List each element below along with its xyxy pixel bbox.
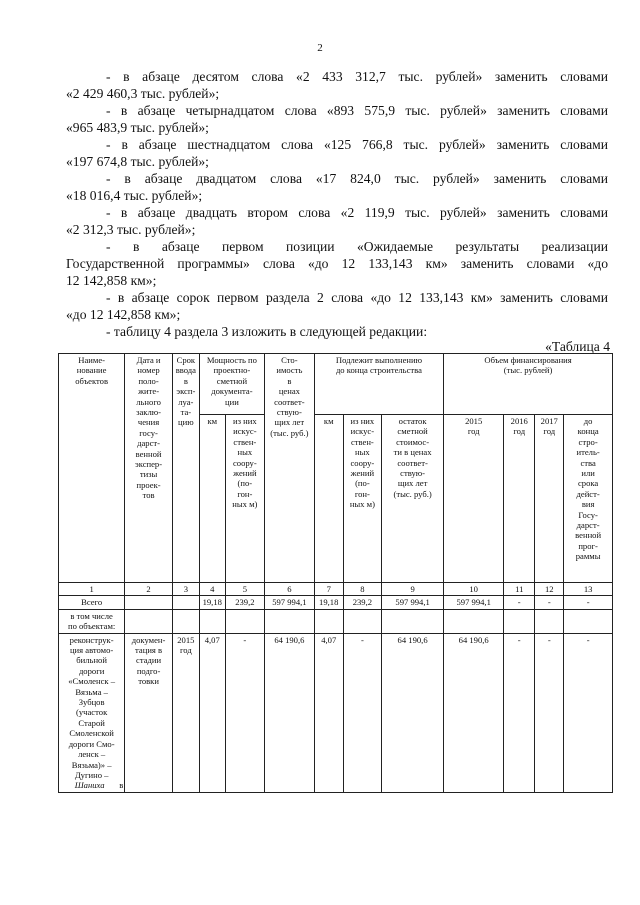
table-cell: - [504,596,535,609]
header-km-remaining: км [314,415,343,583]
paragraph-3-line-1: - в абзаце шестнадцатом слова «125 766,8 тыс. рублей» заменить словами [106,137,608,152]
page-number: 2 [317,42,323,54]
table-cell: 597 994,1 [444,596,504,609]
table-cell: - [225,633,264,792]
column-number-row [59,583,613,596]
table-cell [225,609,264,633]
col-number: 3 [172,583,199,596]
table-cell: 64 190,6 [265,633,315,792]
paragraph-6-line-3: 12 142,858 км»; [66,273,157,288]
table-cell [564,609,613,633]
table-cell: - [343,633,381,792]
header-to-complete: Подлежит выполнению до конца строительства [314,354,443,415]
object-name-end: в [119,780,124,791]
subheader-row [59,609,613,633]
table-cell: 64 190,6 [444,633,504,792]
object-name [59,633,125,792]
expertise-status: докумен- тация в стадии подго- товки [125,633,173,792]
total-row [59,596,613,609]
total-label: Всего [59,596,125,609]
table-cell [172,596,199,609]
header-until-end: до конца стро- итель- ства или срока дейст- вия Госу- дарст- венной прог- раммы [564,415,613,583]
table-cell: - [535,633,564,792]
col-number: 2 [125,583,173,596]
table-cell: 4,07 [199,633,225,792]
table-cell: 4,07 [314,633,343,792]
col-number: 7 [314,583,343,596]
header-capacity: Мощность по проектно- сметной документа- ции [199,354,264,415]
table-cell: 64 190,6 [382,633,444,792]
table-cell [265,609,315,633]
col-number: 13 [564,583,613,596]
object-row [59,633,613,792]
paragraph-1-line-1: - в абзаце десятом слова «2 433 312,7 тыс. рублей» заменить словами [106,69,608,84]
header-km: км [199,415,225,583]
header-funding: Объем финансирования (тыс. рублей) [444,354,613,415]
table-cell: 597 994,1 [265,596,315,609]
table-cell: - [564,633,613,792]
table-cell: 239,2 [343,596,381,609]
paragraph-4-line-1: - в абзаце двадцатом слова «17 824,0 тыс. рублей» заменить словами [106,171,608,186]
paragraph-4-line-2: «18 016,4 тыс. рублей»; [66,188,203,203]
table-header-row-1 [59,354,613,415]
header-expertise-date: Дата и номер поло- жите- льного заклю- чения госу- дарст- венной экспер- тизы проек- тов [125,354,173,583]
table-cell: - [535,596,564,609]
table-cell [504,609,535,633]
paragraph-3-line-2: «197 674,8 тыс. рублей»; [66,154,209,169]
commission-term: 2015 год [172,633,199,792]
col-number: 5 [225,583,264,596]
subheader-label: в том числе по объектам: [59,609,125,633]
paragraph-6-line-1: - в абзаце первом позиции «Ожидаемые результаты реализации [106,239,608,254]
object-name-italic: Шаниха [74,780,105,791]
table-cell [535,609,564,633]
header-artificial-structures: из них искус- ствен- ных соору- жений (по- гон- ных м) [225,415,264,583]
col-number: 9 [382,583,444,596]
table-cell: 19,18 [199,596,225,609]
table-cell: - [504,633,535,792]
paragraph-5-line-2: «2 312,3 тыс. рублей»; [66,222,196,237]
header-commission-term: Срок ввода в эксп- луа- та- цию [172,354,199,583]
paragraph-1-line-2: «2 429 460,3 тыс. рублей»; [66,86,220,101]
table-cell [382,609,444,633]
header-artificial-structures-remaining: из них искус- ствен- ных соору- жений (по- гон- ных м) [343,415,381,583]
paragraph-7-line-2: «до 12 142,858 км»; [66,307,181,322]
col-number: 11 [504,583,535,596]
header-year-2015: 2015 год [444,415,504,583]
table-cell: 239,2 [225,596,264,609]
table-cell [343,609,381,633]
paragraph-5-line-1: - в абзаце двадцать втором слова «2 119,9 тыс. рублей» заменить словами [106,205,608,220]
table-caption: «Таблица 4 [545,339,610,354]
header-cost: Сто- имость в ценах соответ- ствую- щих лет (тыс. руб.) [265,354,315,583]
col-number: 8 [343,583,381,596]
paragraph-8-line-1: - таблицу 4 раздела 3 изложить в следующей редакции: [106,324,428,339]
table-cell: 19,18 [314,596,343,609]
table-cell [125,596,173,609]
table-cell [199,609,225,633]
col-number: 6 [265,583,315,596]
table-cell: 597 994,1 [382,596,444,609]
object-name-text: реконструк- ция автомо- бильной дороги «Смоленск – Вязьма – Зубцов (участок Старой Смоленской дороги Смо- ленск – Вязьма)» – Дугино – [68,634,116,780]
col-number: 1 [59,583,125,596]
table-cell: - [564,596,613,609]
header-year-2016: 2016 год [504,415,535,583]
header-remaining-cost: остаток сметной стоимос- ти в ценах соответ- ствую- щих лет (тыс. руб.) [382,415,444,583]
paragraph-2-line-2: «965 483,9 тыс. рублей»; [66,120,209,135]
header-year-2017: 2017 год [535,415,564,583]
col-number: 10 [444,583,504,596]
header-object-name: Наиме- нование объектов [59,354,125,583]
paragraph-7-line-1: - в абзаце сорок первом раздела 2 слова «до 12 133,143 км» заменить словами [106,290,608,305]
financing-table [58,353,613,793]
table-cell [172,609,199,633]
table-cell [314,609,343,633]
table-cell [444,609,504,633]
table-cell [125,609,173,633]
paragraph-2-line-1: - в абзаце четырнадцатом слова «893 575,9 тыс. рублей» заменить словами [106,103,608,118]
paragraph-6-line-2: Государственной программы» слова «до 12 133,143 км» заменить словами «до [66,256,608,271]
col-number: 4 [199,583,225,596]
col-number: 12 [535,583,564,596]
